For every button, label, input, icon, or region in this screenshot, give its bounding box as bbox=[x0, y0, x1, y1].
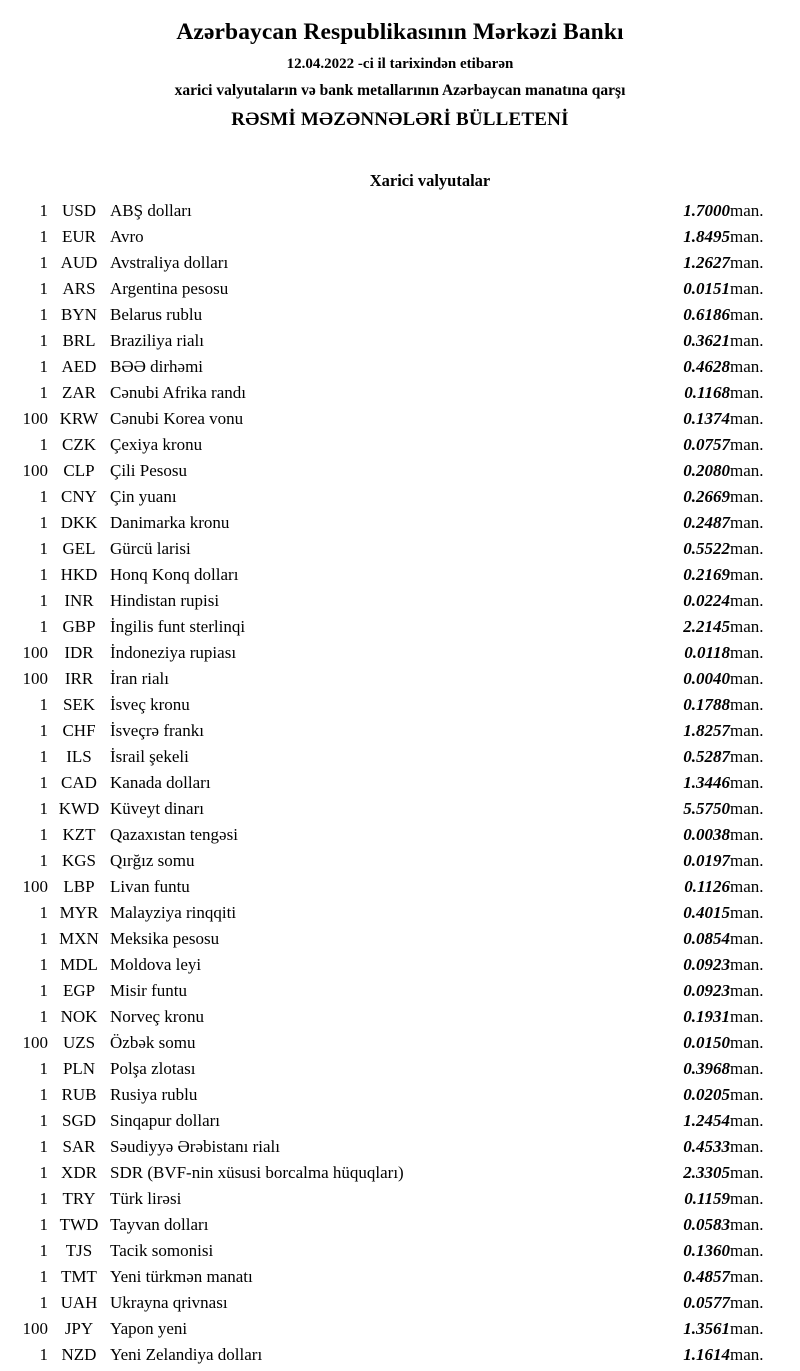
currency-name: ABŞ dolları bbox=[110, 201, 192, 221]
currency-name: Livan funtu bbox=[110, 877, 190, 897]
currency-code: TWD bbox=[59, 1215, 99, 1235]
table-row bbox=[0, 591, 800, 617]
table-row bbox=[0, 253, 800, 279]
currency-rate: 2.2145 bbox=[683, 617, 730, 637]
currency-rate: 0.0150 bbox=[683, 1033, 730, 1053]
currency-rate: 0.2487 bbox=[683, 513, 730, 533]
table-row bbox=[0, 279, 800, 305]
currency-name: Avro bbox=[110, 227, 144, 247]
currency-code: XDR bbox=[61, 1163, 97, 1183]
currency-amount: 1 bbox=[39, 929, 48, 949]
currency-code: USD bbox=[61, 201, 96, 221]
currency-rate: 0.1159 bbox=[684, 1189, 730, 1209]
currency-name: Meksika pesosu bbox=[110, 929, 220, 949]
currency-unit-label: man. bbox=[730, 487, 764, 507]
table-row bbox=[0, 1215, 800, 1241]
currency-rate: 1.3561 bbox=[683, 1319, 730, 1339]
currency-amount: 1 bbox=[39, 383, 48, 403]
currency-code: EGP bbox=[62, 981, 96, 1001]
currency-code: IDR bbox=[64, 643, 94, 663]
currency-rate: 0.0923 bbox=[683, 955, 730, 975]
currency-name: Hindistan rupisi bbox=[110, 591, 220, 611]
table-row bbox=[0, 461, 800, 487]
table-row bbox=[0, 539, 800, 565]
currency-amount: 1 bbox=[39, 513, 48, 533]
currency-rate: 0.2669 bbox=[683, 487, 730, 507]
currency-rate: 0.0118 bbox=[684, 643, 730, 663]
currency-code: NOK bbox=[60, 1007, 98, 1027]
currency-code: CAD bbox=[61, 773, 97, 793]
currency-rate: 0.4628 bbox=[683, 357, 730, 377]
currency-amount: 1 bbox=[39, 435, 48, 455]
currency-name: Qırğız somu bbox=[110, 851, 195, 871]
currency-rate: 0.0151 bbox=[683, 279, 730, 299]
currency-code: DKK bbox=[60, 513, 98, 533]
currency-unit-label: man. bbox=[730, 305, 764, 325]
currency-amount: 1 bbox=[39, 591, 48, 611]
currency-name: Kanada dolları bbox=[110, 773, 211, 793]
currency-code: CHF bbox=[62, 721, 96, 741]
currency-unit-label: man. bbox=[730, 1345, 764, 1365]
currency-amount: 1 bbox=[39, 981, 48, 1001]
table-row bbox=[0, 773, 800, 799]
table-row bbox=[0, 1059, 800, 1085]
currency-unit-label: man. bbox=[730, 747, 764, 767]
currency-name: Səudiyyə Ərəbistanı rialı bbox=[110, 1137, 280, 1157]
currency-name: Belarus rublu bbox=[110, 305, 203, 325]
currency-code: KWD bbox=[58, 799, 100, 819]
currency-rate: 0.0854 bbox=[683, 929, 730, 949]
currency-name: Norveç kronu bbox=[110, 1007, 204, 1027]
currency-unit-label: man. bbox=[730, 1163, 764, 1183]
currency-code: SAR bbox=[62, 1137, 96, 1157]
currency-rate: 1.7000 bbox=[683, 201, 730, 221]
currency-unit-label: man. bbox=[730, 513, 764, 533]
currency-amount: 1 bbox=[39, 1215, 48, 1235]
currency-name: Argentina pesosu bbox=[110, 279, 229, 299]
currency-amount: 1 bbox=[39, 487, 48, 507]
currency-code: IRR bbox=[64, 669, 94, 689]
currency-unit-label: man. bbox=[730, 929, 764, 949]
currency-code: UAH bbox=[60, 1293, 98, 1313]
currency-rate: 0.3621 bbox=[683, 331, 730, 351]
currency-name: Polşa zlotası bbox=[110, 1059, 196, 1079]
currency-amount: 100 bbox=[22, 1033, 48, 1053]
currency-code: KZT bbox=[62, 825, 96, 845]
currency-unit-label: man. bbox=[730, 1267, 764, 1287]
currency-amount: 1 bbox=[39, 539, 48, 559]
currency-name: Türk lirəsi bbox=[110, 1189, 182, 1209]
currency-amount: 100 bbox=[22, 409, 48, 429]
currency-amount: 1 bbox=[39, 279, 48, 299]
table-row bbox=[0, 305, 800, 331]
currency-unit-label: man. bbox=[730, 669, 764, 689]
currency-unit-label: man. bbox=[730, 825, 764, 845]
table-row bbox=[0, 955, 800, 981]
table-row bbox=[0, 799, 800, 825]
table-row bbox=[0, 1007, 800, 1033]
currency-amount: 1 bbox=[39, 1345, 48, 1365]
currency-name: Avstraliya dolları bbox=[110, 253, 229, 273]
currency-rate: 0.2080 bbox=[683, 461, 730, 481]
currency-rate: 0.1931 bbox=[683, 1007, 730, 1027]
currency-name: İsveçrə frankı bbox=[110, 721, 204, 741]
currency-rate: 0.4533 bbox=[683, 1137, 730, 1157]
currency-code: EUR bbox=[62, 227, 96, 247]
currency-code: UZS bbox=[62, 1033, 96, 1053]
currency-unit-label: man. bbox=[730, 1319, 764, 1339]
currency-rate: 0.0923 bbox=[683, 981, 730, 1001]
currency-unit-label: man. bbox=[730, 1059, 764, 1079]
currency-unit-label: man. bbox=[730, 981, 764, 1001]
table-row bbox=[0, 825, 800, 851]
currency-unit-label: man. bbox=[730, 1241, 764, 1261]
currency-rate: 0.4015 bbox=[683, 903, 730, 923]
currency-amount: 1 bbox=[39, 1163, 48, 1183]
table-row bbox=[0, 1163, 800, 1189]
currency-unit-label: man. bbox=[730, 357, 764, 377]
currency-amount: 100 bbox=[22, 669, 48, 689]
table-row bbox=[0, 1293, 800, 1319]
currency-rate: 0.0583 bbox=[683, 1215, 730, 1235]
currency-unit-label: man. bbox=[730, 331, 764, 351]
currency-name: BƏƏ dirhəmi bbox=[110, 357, 204, 377]
currency-unit-label: man. bbox=[730, 799, 764, 819]
currency-code: CLP bbox=[63, 461, 95, 481]
currency-rate: 0.0205 bbox=[683, 1085, 730, 1105]
currency-rate: 0.0757 bbox=[683, 435, 730, 455]
currency-name: İngilis funt sterlinqi bbox=[110, 617, 246, 637]
currency-name: Ukrayna qrivnası bbox=[110, 1293, 228, 1313]
currency-code: ILS bbox=[66, 747, 92, 767]
currency-rate: 2.3305 bbox=[683, 1163, 730, 1183]
currency-amount: 1 bbox=[39, 773, 48, 793]
currency-rate: 0.4857 bbox=[683, 1267, 730, 1287]
table-row bbox=[0, 695, 800, 721]
currency-amount: 1 bbox=[39, 1059, 48, 1079]
currency-name: Braziliya rialı bbox=[110, 331, 204, 351]
currency-name: İndoneziya rupiası bbox=[110, 643, 237, 663]
table-row bbox=[0, 903, 800, 929]
currency-code: TJS bbox=[65, 1241, 93, 1261]
currency-unit-label: man. bbox=[730, 1215, 764, 1235]
currency-code: MDL bbox=[60, 955, 98, 975]
currency-name: Özbək somu bbox=[110, 1033, 196, 1053]
currency-unit-label: man. bbox=[730, 1111, 764, 1131]
currency-name: Qazaxıstan tengəsi bbox=[110, 825, 238, 845]
document-subtitle: xarici valyutaların və bank metallarının Azərbaycan manatına qarşı bbox=[174, 82, 626, 100]
currency-rate: 0.0577 bbox=[683, 1293, 730, 1313]
currency-name: Honq Konq dolları bbox=[110, 565, 239, 585]
table-row bbox=[0, 981, 800, 1007]
currency-amount: 1 bbox=[39, 695, 48, 715]
currency-name: Yeni Zelandiya dolları bbox=[110, 1345, 263, 1365]
currency-name: Cənubi Afrika randı bbox=[110, 383, 246, 403]
currency-rate: 0.0224 bbox=[683, 591, 730, 611]
currency-code: TRY bbox=[62, 1189, 96, 1209]
table-row bbox=[0, 1345, 800, 1371]
currency-code: LBP bbox=[63, 877, 95, 897]
currency-code: GBP bbox=[62, 617, 96, 637]
currency-unit-label: man. bbox=[730, 227, 764, 247]
currency-unit-label: man. bbox=[730, 201, 764, 221]
currency-unit-label: man. bbox=[730, 695, 764, 715]
currency-amount: 1 bbox=[39, 903, 48, 923]
currency-rate: 0.1360 bbox=[683, 1241, 730, 1261]
currency-amount: 1 bbox=[39, 253, 48, 273]
currency-name: Yeni türkmən manatı bbox=[110, 1267, 253, 1287]
currency-unit-label: man. bbox=[730, 279, 764, 299]
effective-date-line: 12.04.2022 -ci il tarixindən etibarən bbox=[286, 56, 514, 73]
currency-amount: 1 bbox=[39, 305, 48, 325]
table-row bbox=[0, 877, 800, 903]
currency-name: SDR (BVF-nin xüsusi borcalma hüquqları) bbox=[110, 1163, 404, 1183]
currency-amount: 1 bbox=[39, 1137, 48, 1157]
currency-unit-label: man. bbox=[730, 1189, 764, 1209]
currency-rate: 0.0040 bbox=[683, 669, 730, 689]
bank-title: Azərbaycan Respublikasının Mərkəzi Bankı bbox=[176, 19, 624, 45]
currency-amount: 1 bbox=[39, 617, 48, 637]
currency-name: Çili Pesosu bbox=[110, 461, 187, 481]
currency-name: Çexiya kronu bbox=[110, 435, 203, 455]
table-row bbox=[0, 851, 800, 877]
bulletin-heading: RƏSMİ MƏZƏNNƏLƏRİ BÜLLETENİ bbox=[231, 109, 569, 131]
currency-rate: 1.3446 bbox=[683, 773, 730, 793]
currency-rate: 0.1126 bbox=[684, 877, 730, 897]
currency-rate: 0.5287 bbox=[683, 747, 730, 767]
table-row bbox=[0, 747, 800, 773]
currency-name: İran rialı bbox=[110, 669, 169, 689]
currency-rate: 0.0197 bbox=[683, 851, 730, 871]
exchange-rates-body bbox=[0, 201, 800, 1371]
currency-code: GEL bbox=[62, 539, 96, 559]
currency-name: Gürcü larisi bbox=[110, 539, 191, 559]
currency-unit-label: man. bbox=[730, 1137, 764, 1157]
currency-code: ARS bbox=[62, 279, 96, 299]
currency-unit-label: man. bbox=[730, 617, 764, 637]
currency-unit-label: man. bbox=[730, 435, 764, 455]
exchange-rates-table bbox=[0, 201, 800, 1371]
table-row bbox=[0, 201, 800, 227]
table-row bbox=[0, 227, 800, 253]
currency-unit-label: man. bbox=[730, 773, 764, 793]
currency-unit-label: man. bbox=[730, 539, 764, 559]
table-row bbox=[0, 331, 800, 357]
currency-rate: 1.2454 bbox=[683, 1111, 730, 1131]
currency-name: Tacik somonisi bbox=[110, 1241, 214, 1261]
currency-rate: 0.0038 bbox=[683, 825, 730, 845]
currency-name: Malayziya rinqqiti bbox=[110, 903, 237, 923]
currency-code: KGS bbox=[61, 851, 96, 871]
currency-unit-label: man. bbox=[730, 903, 764, 923]
currency-rate: 1.8495 bbox=[683, 227, 730, 247]
currency-code: MYR bbox=[59, 903, 99, 923]
currency-name: Rusiya rublu bbox=[110, 1085, 198, 1105]
currency-unit-label: man. bbox=[730, 409, 764, 429]
currency-code: KRW bbox=[59, 409, 99, 429]
currency-rate: 1.2627 bbox=[683, 253, 730, 273]
currency-amount: 100 bbox=[22, 461, 48, 481]
table-row bbox=[0, 669, 800, 695]
currency-code: HKD bbox=[60, 565, 98, 585]
currency-rate: 1.8257 bbox=[683, 721, 730, 741]
currency-amount: 1 bbox=[39, 721, 48, 741]
table-row bbox=[0, 383, 800, 409]
currency-amount: 1 bbox=[39, 1085, 48, 1105]
currency-unit-label: man. bbox=[730, 383, 764, 403]
currency-amount: 1 bbox=[39, 331, 48, 351]
currency-unit-label: man. bbox=[730, 1007, 764, 1027]
table-row bbox=[0, 643, 800, 669]
currency-amount: 1 bbox=[39, 357, 48, 377]
table-row bbox=[0, 565, 800, 591]
currency-rate: 0.3968 bbox=[683, 1059, 730, 1079]
currency-amount: 1 bbox=[39, 201, 48, 221]
table-row bbox=[0, 1111, 800, 1137]
currency-amount: 1 bbox=[39, 1241, 48, 1261]
currency-name: Yapon yeni bbox=[110, 1319, 188, 1339]
currency-unit-label: man. bbox=[730, 643, 764, 663]
currency-name: İsrail şekeli bbox=[110, 747, 189, 767]
currency-amount: 1 bbox=[39, 1007, 48, 1027]
currency-unit-label: man. bbox=[730, 591, 764, 611]
table-row bbox=[0, 929, 800, 955]
currency-unit-label: man. bbox=[730, 851, 764, 871]
currency-name: Küveyt dinarı bbox=[110, 799, 204, 819]
currency-code: BRL bbox=[62, 331, 96, 351]
currency-amount: 1 bbox=[39, 1267, 48, 1287]
currency-name: Misir funtu bbox=[110, 981, 187, 1001]
currency-rate: 0.1374 bbox=[683, 409, 730, 429]
currency-name: Sinqapur dolları bbox=[110, 1111, 221, 1131]
currency-rate: 5.5750 bbox=[683, 799, 730, 819]
currency-rate: 0.5522 bbox=[683, 539, 730, 559]
currency-unit-label: man. bbox=[730, 1085, 764, 1105]
currency-amount: 1 bbox=[39, 825, 48, 845]
currency-name: Cənubi Korea vonu bbox=[110, 409, 244, 429]
currency-amount: 1 bbox=[39, 1111, 48, 1131]
table-row bbox=[0, 1189, 800, 1215]
currency-unit-label: man. bbox=[730, 955, 764, 975]
currency-code: INR bbox=[64, 591, 94, 611]
currency-amount: 1 bbox=[39, 747, 48, 767]
currency-amount: 1 bbox=[39, 1189, 48, 1209]
currency-amount: 1 bbox=[39, 955, 48, 975]
currency-rate: 0.1788 bbox=[683, 695, 730, 715]
currency-rate: 1.1614 bbox=[683, 1345, 730, 1365]
currency-unit-label: man. bbox=[730, 253, 764, 273]
table-row bbox=[0, 435, 800, 461]
currency-amount: 1 bbox=[39, 799, 48, 819]
document-header bbox=[0, 18, 800, 131]
currency-code: AED bbox=[61, 357, 97, 377]
currency-name: Moldova leyi bbox=[110, 955, 202, 975]
currency-code: SEK bbox=[62, 695, 96, 715]
currency-code: SGD bbox=[61, 1111, 96, 1131]
currency-name: Çin yuanı bbox=[110, 487, 177, 507]
currency-name: Tayvan dolları bbox=[110, 1215, 209, 1235]
table-row bbox=[0, 357, 800, 383]
currency-amount: 100 bbox=[22, 643, 48, 663]
currency-unit-label: man. bbox=[730, 721, 764, 741]
currency-unit-label: man. bbox=[730, 461, 764, 481]
table-row bbox=[0, 1267, 800, 1293]
table-row bbox=[0, 1319, 800, 1345]
table-row bbox=[0, 513, 800, 539]
currency-code: TMT bbox=[61, 1267, 97, 1287]
currency-amount: 1 bbox=[39, 227, 48, 247]
table-row bbox=[0, 409, 800, 435]
currency-amount: 1 bbox=[39, 851, 48, 871]
currency-amount: 100 bbox=[22, 877, 48, 897]
table-row bbox=[0, 721, 800, 747]
currency-code: CZK bbox=[62, 435, 96, 455]
currency-code: ZAR bbox=[62, 383, 96, 403]
currency-code: MXN bbox=[59, 929, 99, 949]
table-row bbox=[0, 1241, 800, 1267]
table-row bbox=[0, 617, 800, 643]
currency-rate: 0.6186 bbox=[683, 305, 730, 325]
currency-unit-label: man. bbox=[730, 1293, 764, 1313]
currency-rate: 0.2169 bbox=[683, 565, 730, 585]
currency-code: BYN bbox=[61, 305, 97, 325]
table-row bbox=[0, 1033, 800, 1059]
table-row bbox=[0, 487, 800, 513]
currency-code: RUB bbox=[61, 1085, 97, 1105]
currency-amount: 100 bbox=[22, 1319, 48, 1339]
currency-code: JPY bbox=[64, 1319, 94, 1339]
table-row bbox=[0, 1085, 800, 1111]
currency-unit-label: man. bbox=[730, 877, 764, 897]
currency-amount: 1 bbox=[39, 1293, 48, 1313]
currency-code: PLN bbox=[62, 1059, 96, 1079]
table-row bbox=[0, 1137, 800, 1163]
currency-amount: 1 bbox=[39, 565, 48, 585]
currency-name: Danimarka kronu bbox=[110, 513, 230, 533]
currency-rate: 0.1168 bbox=[684, 383, 730, 403]
section-title-foreign-currencies: Xarici valyutalar bbox=[369, 171, 491, 191]
currency-code: NZD bbox=[61, 1345, 97, 1365]
currency-code: CNY bbox=[61, 487, 97, 507]
currency-name: İsveç kronu bbox=[110, 695, 190, 715]
currency-unit-label: man. bbox=[730, 565, 764, 585]
currency-code: AUD bbox=[60, 253, 98, 273]
currency-unit-label: man. bbox=[730, 1033, 764, 1053]
